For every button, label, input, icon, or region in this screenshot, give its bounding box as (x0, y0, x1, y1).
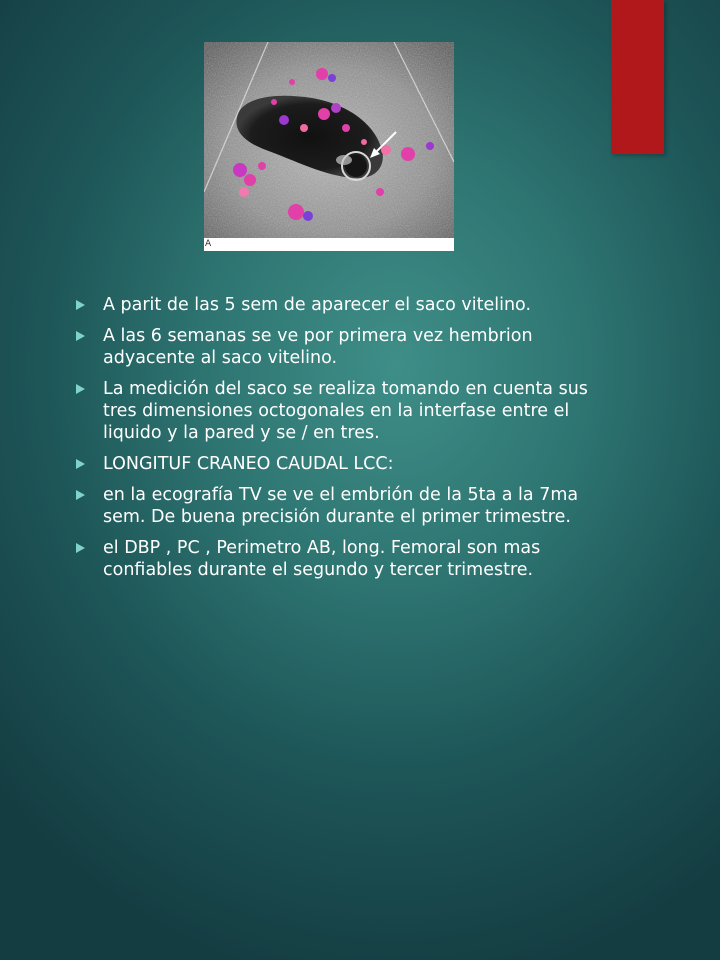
bullet-item (74, 453, 614, 475)
bullet-text: LONGITUF CRANEO CAUDAL LCC: (103, 454, 394, 474)
triangle-right-icon (76, 300, 85, 310)
triangle-right-icon (76, 384, 85, 394)
bullet-text: La medición del saco se realiza tomando en cuenta sus tres dimensiones octogonales en la interfase entre el liquido y la pared y se / en tres. (103, 379, 588, 443)
bullet-item (74, 325, 614, 369)
ultrasound-image (204, 42, 454, 251)
triangle-right-icon (76, 459, 85, 469)
triangle-right-icon (76, 543, 85, 553)
bullet-item (74, 484, 614, 528)
accent-bar (611, 0, 664, 154)
image-corner-label: A (205, 239, 212, 249)
triangle-right-icon (76, 331, 85, 341)
triangle-right-icon (76, 490, 85, 500)
bullet-text: A parit de las 5 sem de aparecer el saco vitelino. (103, 295, 532, 315)
bullet-list (74, 294, 614, 590)
bullet-text: el DBP , PC , Perimetro AB, long. Femoral son mas confiables durante el segundo y tercer trimestre. (103, 538, 541, 580)
bullet-item (74, 294, 614, 316)
bullet-item (74, 537, 614, 581)
bullet-text: A las 6 semanas se ve por primera vez hembrion adyacente al saco vitelino. (103, 326, 533, 368)
bullet-item (74, 378, 614, 444)
bullet-text: en la ecografía TV se ve el embrión de la 5ta a la 7ma sem. De buena precisión durante el primer trimestre. (103, 485, 579, 527)
